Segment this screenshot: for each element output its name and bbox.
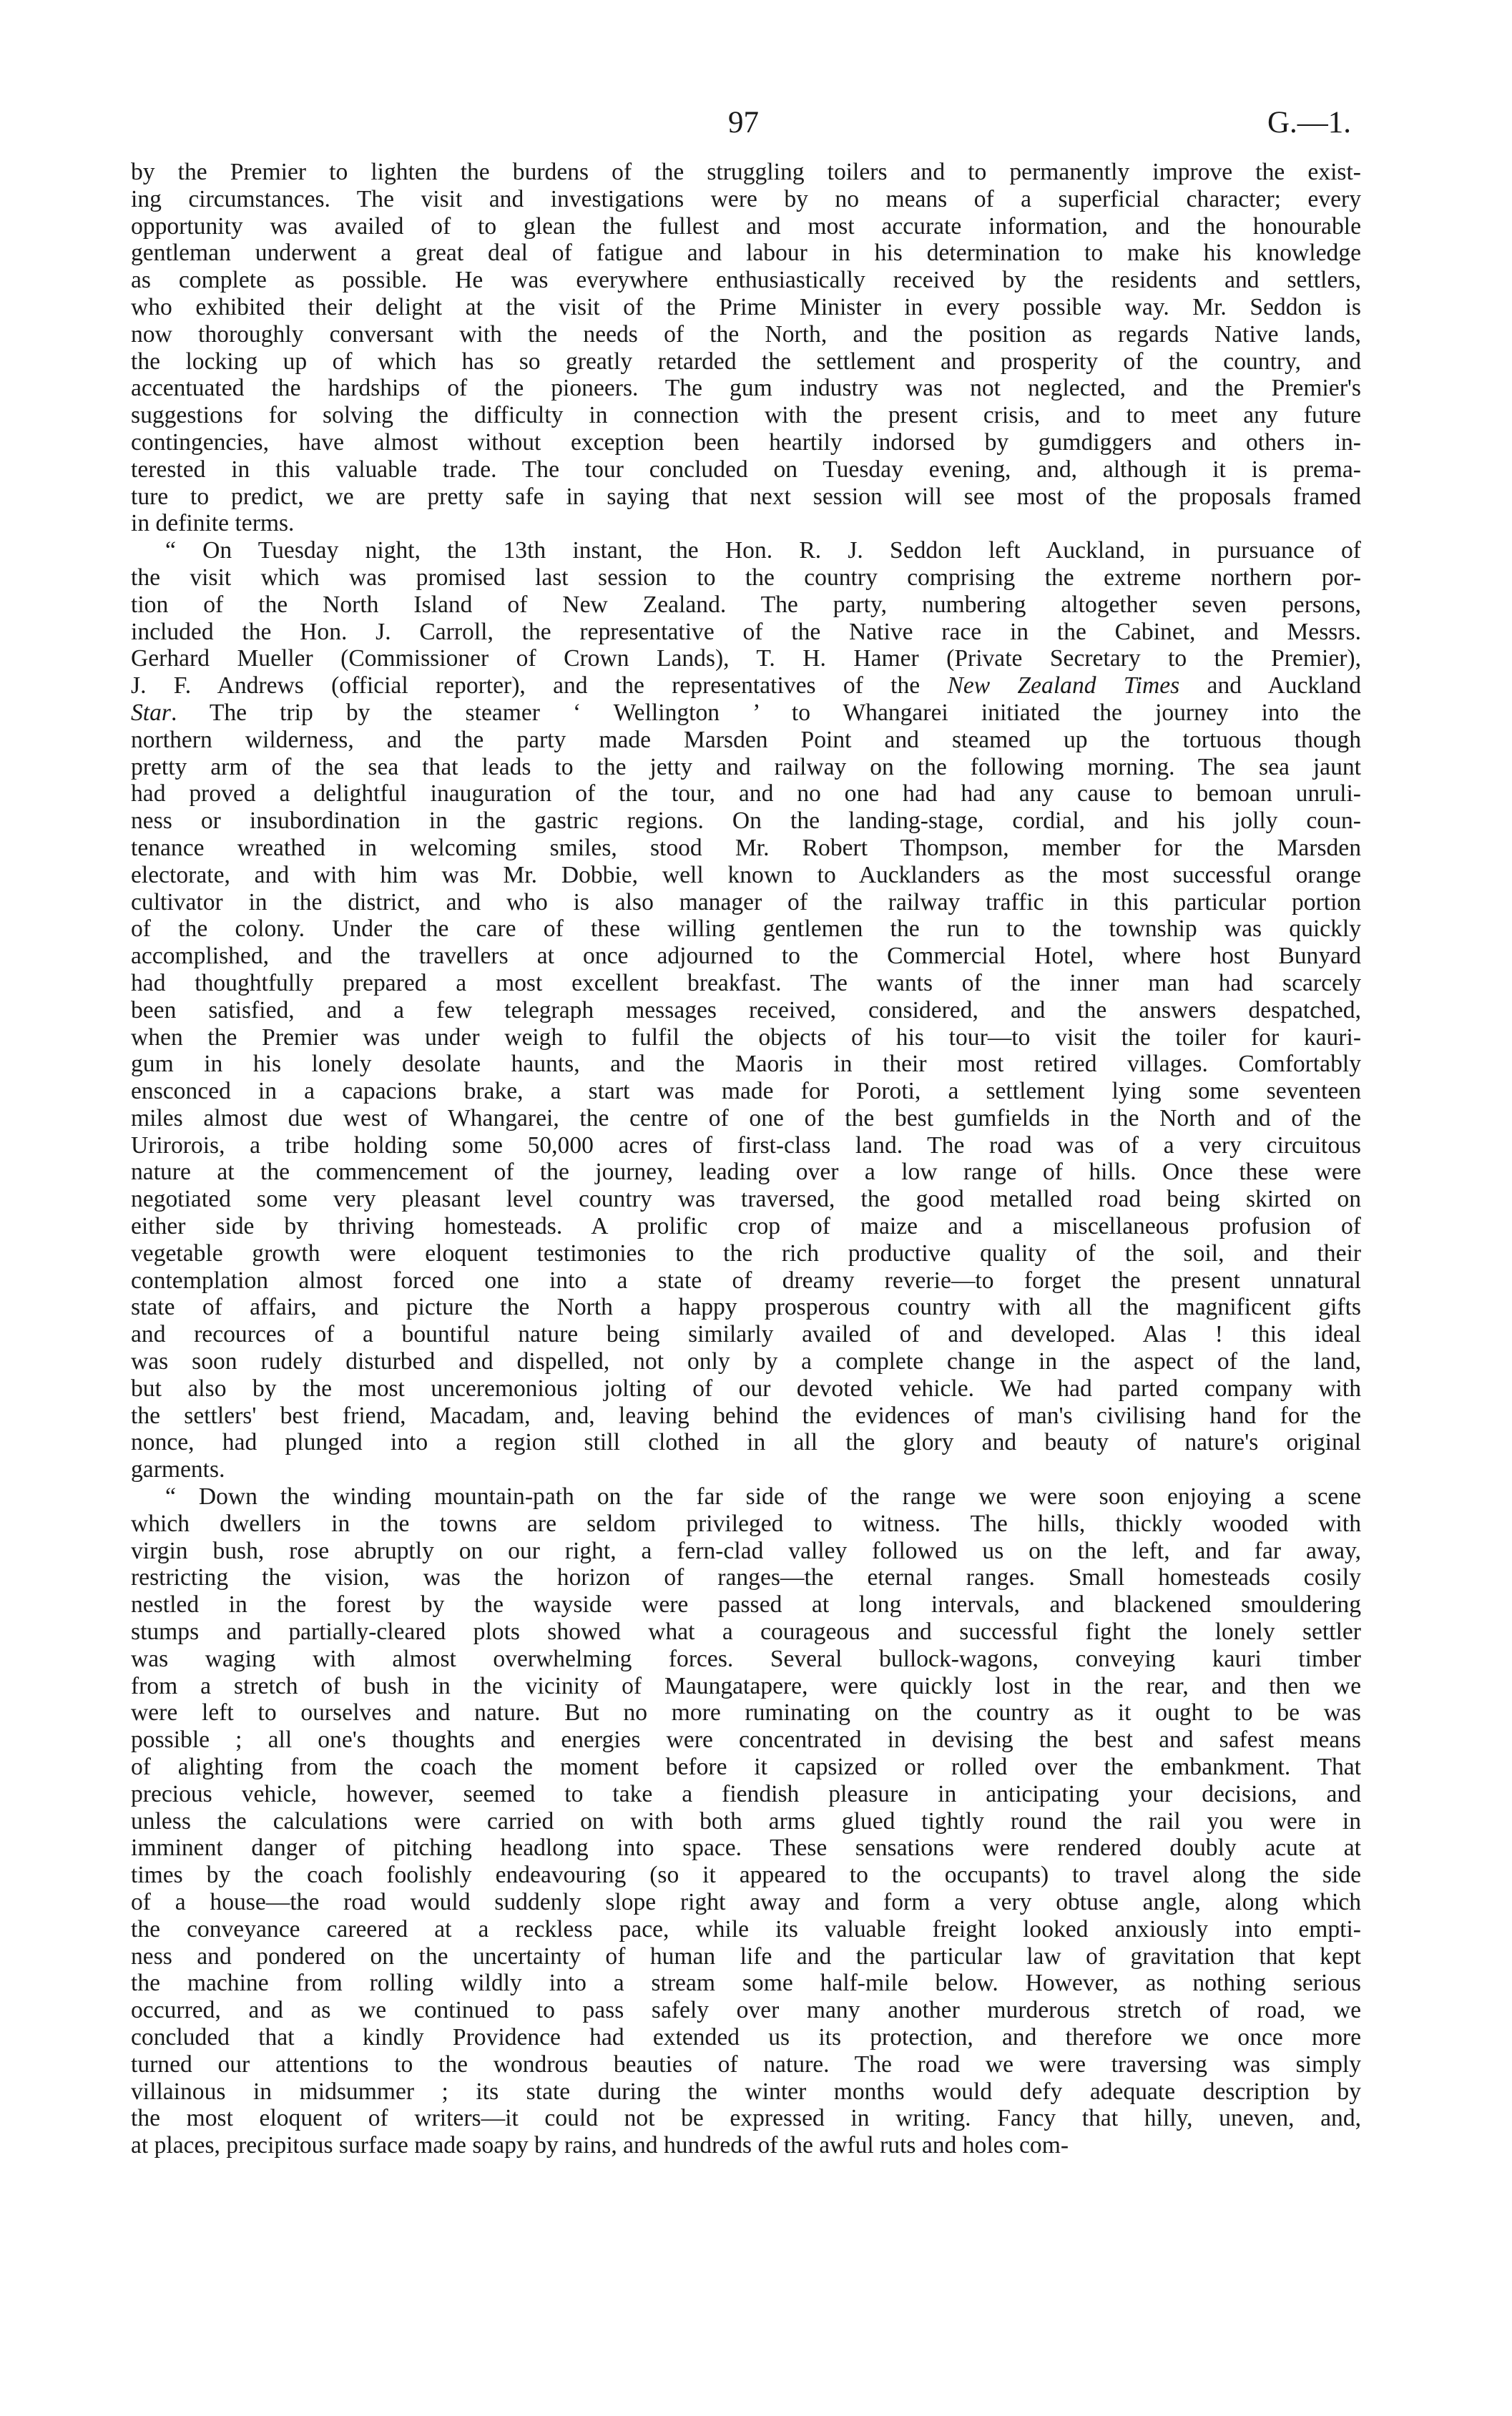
page-number: 97 <box>728 106 759 139</box>
text-line: the settlers' best friend, Macadam, and, leaving behind the evidences of man's civilising hand for the <box>131 1402 1361 1429</box>
text-line: “ Down the winding mountain-path on the far side of the range we were soon enjoying a scene <box>165 1483 1361 1511</box>
text-line: the machine from rolling wildly into a stream some half-mile below. However, as nothing serious <box>131 1970 1361 1997</box>
series-code: G.—1. <box>1267 106 1351 139</box>
text-line: of alighting from the coach the moment before it capsized or rolled over the embankment. That <box>131 1754 1361 1781</box>
text-line: had proved a delightful inauguration of the tour, and no one had had any cause to bemoan unruli- <box>131 780 1361 807</box>
paragraph-3 <box>131 1483 1361 2159</box>
text-line: occurred, and as we continued to pass safely over many another murderous stretch of road, we <box>131 1997 1361 2024</box>
text-line: at places, precipitous surface made soapy by rains, and hundreds of the awful ruts and holes com- <box>131 2132 1069 2159</box>
text-line: opportunity was availed of to glean the fullest and most accurate information, and the honourable <box>131 212 1361 240</box>
text-line: tenance wreathed in welcoming smiles, stood Mr. Robert Thompson, member for the Marsden <box>131 834 1361 861</box>
text-line: restricting the vision, was the horizon of ranges—the eternal ranges. Small homesteads cosily <box>131 1564 1361 1591</box>
text-line: were left to ourselves and nature. But no more ruminating on the country as it ought to be was <box>131 1699 1361 1727</box>
text-line: garments. <box>131 1456 225 1483</box>
text-line: but also by the most unceremonious jolting of our devoted vehicle. We had parted company with <box>131 1375 1361 1402</box>
text-line: been satisfied, and a few telegraph messages received, considered, and the answers despatched, <box>131 996 1361 1023</box>
text-line: either side by thriving homesteads. A prolific crop of maize and a miscellaneous profusion of <box>131 1213 1361 1240</box>
paragraph-2 <box>131 537 1361 1483</box>
body-text <box>131 159 1361 2159</box>
text-line: unless the calculations were carried on with both arms glued tightly round the rail you were in <box>131 1807 1361 1835</box>
text-line: nestled in the forest by the wayside were passed at long intervals, and blackened smouldering <box>131 1591 1361 1619</box>
text-line: and recources of a bountiful nature being similarly availed of and developed. Alas ! this ideal <box>131 1321 1361 1348</box>
text-line: possible ; all one's thoughts and energies were concentrated in devising the best and safest means <box>131 1727 1361 1754</box>
text-line: from a stretch of bush in the vicinity of Maungatapere, were quickly lost in the rear, and then we <box>131 1672 1361 1699</box>
text-line: of a house—the road would suddenly slope right away and form a very obtuse angle, along which <box>131 1889 1361 1915</box>
text-line: as complete as possible. He was everywhere enthusiastically received by the residents and settlers, <box>131 267 1361 294</box>
text-line: contemplation almost forced one into a state of dreamy reverie—to forget the present unnatural <box>131 1267 1361 1294</box>
text-line: who exhibited their delight at the visit of the Prime Minister in every possible way. Mr. Seddon is <box>131 293 1361 320</box>
text-line: pretty arm of the sea that leads to the jetty and railway on the following morning. The sea jaunt <box>131 753 1361 780</box>
text-line: suggestions for solving the difficulty in connection with the present crisis, and to meet any future <box>131 402 1361 429</box>
text-line: ness or insubordination in the gastric regions. On the landing-stage, cordial, and his jolly coun- <box>131 807 1361 835</box>
text-line: electorate, and with him was Mr. Dobbie, well known to Aucklanders as the most successful orange <box>131 861 1361 888</box>
text-line: state of affairs, and picture the North a happy prosperous country with all the magnificent gifts <box>131 1294 1361 1321</box>
text-line: vegetable growth were eloquent testimonies to the rich productive quality of the soil, and their <box>131 1239 1361 1267</box>
text-line: villainous in midsummer ; its state during the winter months would defy adequate description by <box>131 2078 1361 2105</box>
text-line: imminent danger of pitching headlong into space. These sensations were rendered doubly acute at <box>131 1835 1361 1862</box>
text-line: was waging with almost overwhelming forces. Several bullock-wagons, conveying kauri timber <box>131 1645 1361 1672</box>
text-line: negotiated some very pleasant level country was traversed, the good metalled road being skirted on <box>131 1186 1361 1213</box>
text-line: miles almost due west of Whangarei, the centre of one of the best gumfields in the North and of the <box>131 1104 1361 1131</box>
text-line: nature at the commencement of the journey, leading over a low range of hills. Once these were <box>131 1159 1361 1186</box>
text-line: Urirorois, a tribe holding some 50,000 acres of first-class land. The road was of a very circuitous <box>131 1131 1361 1159</box>
text-line: accomplished, and the travellers at once adjourned to the Commercial Hotel, where host Bunyard <box>131 943 1361 970</box>
text-line: ture to predict, we are pretty safe in saying that next session will see most of the proposals framed <box>131 483 1361 510</box>
text-line: turned our attentions to the wondrous beauties of nature. The road we were traversing was simply <box>131 2051 1361 2078</box>
text-line: terested in this valuable trade. The tour concluded on Tuesday evening, and, although it is prema- <box>131 456 1361 483</box>
paragraph-1 <box>131 159 1361 537</box>
text-line: ensconced in a capacions brake, a start was made for Poroti, a settlement lying some seventeen <box>131 1078 1361 1105</box>
text-line: ing circumstances. The visit and investigations were by no means of a superficial character; every <box>131 185 1361 212</box>
text-line: when the Premier was under weigh to fulfil the objects of his tour—to visit the toiler for kauri- <box>131 1023 1361 1051</box>
text-line: ness and pondered on the uncertainty of human life and the particular law of gravitation that kept <box>131 1943 1361 1970</box>
text-line: Gerhard Mueller (Commissioner of Crown Lands), T. H. Hamer (Private Secretary to the Premier), <box>131 645 1361 672</box>
text-line: tion of the North Island of New Zealand. The party, numbering altogether seven persons, <box>131 591 1361 618</box>
text-line: was soon rudely disturbed and dispelled, not only by a complete change in the aspect of the land, <box>131 1348 1361 1375</box>
text-line: accentuated the hardships of the pioneers. The gum industry was not neglected, and the Premier's <box>131 375 1361 402</box>
text-line: which dwellers in the towns are seldom privileged to witness. The hills, thickly wooded with <box>131 1510 1361 1537</box>
text-line: the locking up of which has so greatly retarded the settlement and prosperity of the country, and <box>131 348 1361 375</box>
text-line: by the Premier to lighten the burdens of the struggling toilers and to permanently improve the exist- <box>131 159 1361 185</box>
text-line: the visit which was promised last session to the country comprising the extreme northern por- <box>131 564 1361 591</box>
text-line: times by the coach foolishly endeavouring (so it appeared to the occupants) to travel along the side <box>131 1862 1361 1889</box>
text-line: Star. The trip by the steamer ‘ Wellington ’ to Whangarei initiated the journey into the <box>131 699 1361 726</box>
text-line: northern wilderness, and the party made Marsden Point and steamed up the tortuous though <box>131 726 1361 753</box>
text-line: had thoughtfully prepared a most excellent breakfast. The wants of the inner man had scarcely <box>131 969 1361 996</box>
text-line: cultivator in the district, and who is also manager of the railway traffic in this particular portion <box>131 888 1361 915</box>
text-line: precious vehicle, however, seemed to take a fiendish pleasure in anticipating your decisions, and <box>131 1780 1361 1807</box>
text-line: nonce, had plunged into a region still clothed in all the glory and beauty of nature's original <box>131 1429 1361 1456</box>
text-line: included the Hon. J. Carroll, the representative of the Native race in the Cabinet, and Messrs. <box>131 618 1361 645</box>
text-line: now thoroughly conversant with the needs of the North, and the position as regards Native lands, <box>131 320 1361 348</box>
text-line: of the colony. Under the care of these willing gentlemen the run to the township was quickly <box>131 915 1361 943</box>
text-line: “ On Tuesday night, the 13th instant, the Hon. R. J. Seddon left Auckland, in pursuance of <box>165 537 1361 564</box>
text-line: in definite terms. <box>131 510 295 537</box>
text-line: the conveyance careered at a reckless pace, while its valuable freight looked anxiously into empti- <box>131 1915 1361 1943</box>
text-line: gum in his lonely desolate haunts, and the Maoris in their most retired villages. Comfortably <box>131 1051 1361 1078</box>
text-line: J. F. Andrews (official reporter), and the representatives of the New Zealand Times and Auckland <box>131 672 1362 699</box>
text-line: stumps and partially-cleared plots showed what a courageous and successful fight the lonely settler <box>131 1619 1361 1646</box>
text-line: gentleman underwent a great deal of fatigue and labour in his determination to make his knowledge <box>131 240 1361 267</box>
text-line: the most eloquent of writers—it could not be expressed in writing. Fancy that hilly, uneven, and, <box>131 2105 1361 2132</box>
text-line: concluded that a kindly Providence had extended us its protection, and therefore we once more <box>131 2023 1361 2051</box>
text-line: virgin bush, rose abruptly on our right, a fern-clad valley followed us on the left, and far away, <box>131 1537 1361 1564</box>
text-line: contingencies, have almost without exception been heartily indorsed by gumdiggers and others in- <box>131 428 1361 456</box>
